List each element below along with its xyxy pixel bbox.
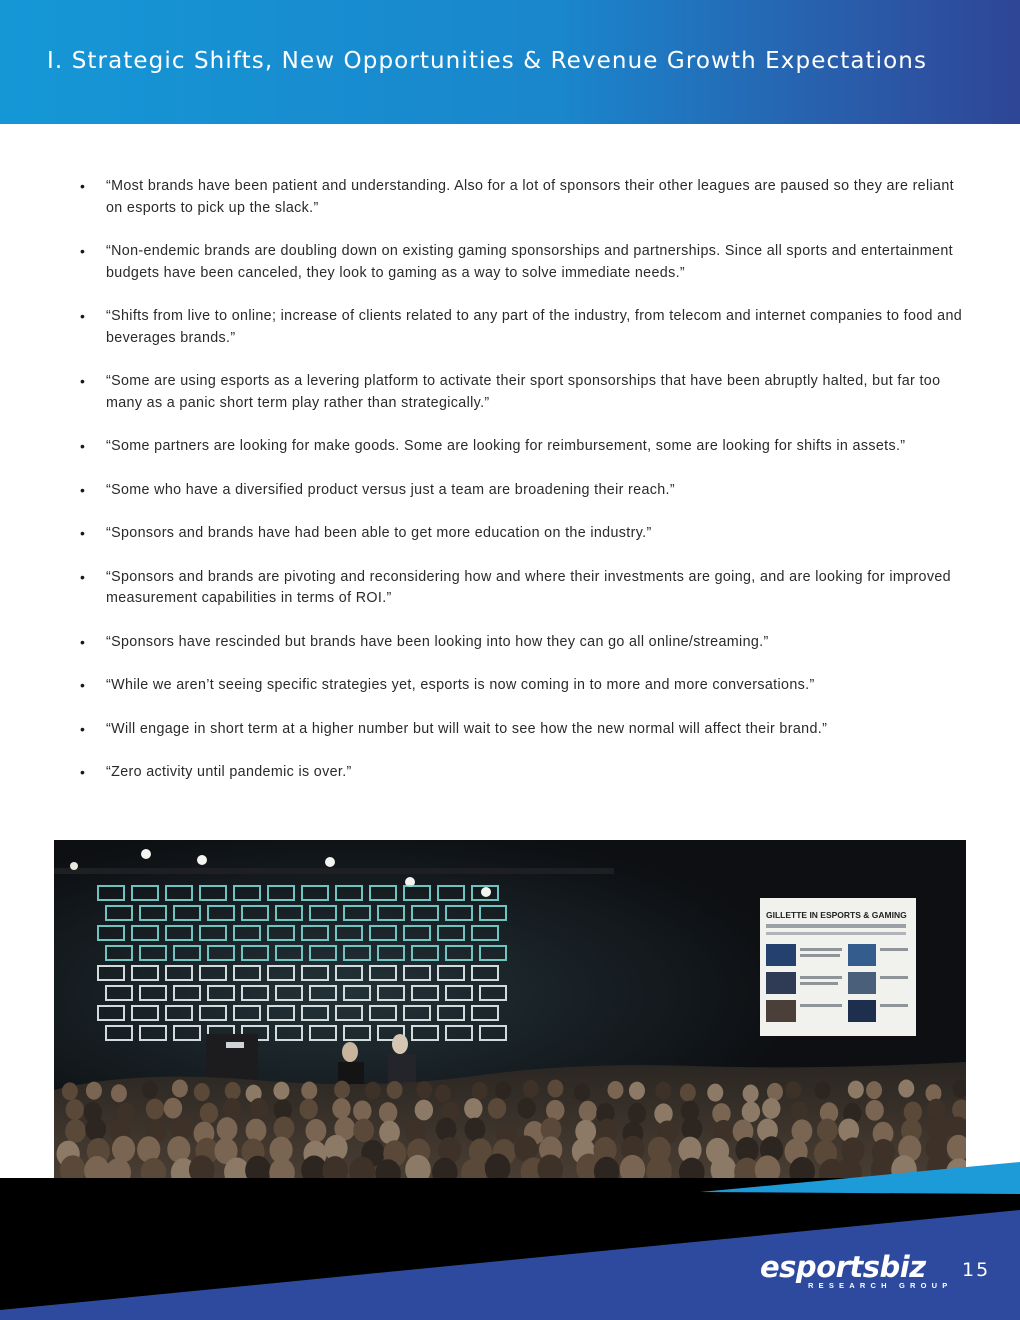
- footer-graphic: [0, 1158, 1020, 1320]
- quote-text: “Non-endemic brands are doubling down on existing gaming sponsorships and partnerships. Since all sports and entertainment budgets have been canceled, they look to gaming as a way to solve immediate needs.”: [106, 243, 953, 281]
- bullet-icon: •: [80, 481, 86, 498]
- page-number: 15: [962, 1259, 991, 1281]
- quote-text: “While we aren’t seeing specific strategies yet, esports is now coming in to more and more conversations.”: [106, 677, 815, 693]
- quote-item: [78, 480, 972, 502]
- logo-subtext: RESEARCH GROUP: [808, 1281, 953, 1290]
- bullet-icon: •: [80, 633, 86, 650]
- bullet-icon: •: [80, 720, 86, 737]
- quote-text: “Sponsors and brands have had been able to get more education on the industry.”: [106, 525, 652, 541]
- esportsbiz-logo: [760, 1252, 952, 1290]
- quote-item: [78, 436, 972, 458]
- quote-item: [78, 675, 972, 697]
- bullet-icon: •: [80, 764, 86, 780]
- conference-photo: [54, 840, 966, 1180]
- quote-text: “Will engage in short term at a higher number but will wait to see how the new normal will affect their brand.”: [106, 720, 828, 737]
- quote-item: [78, 241, 972, 284]
- quote-text: “Some who have a diversified product versus just a team are broadening their reach.”: [106, 481, 675, 498]
- bullet-icon: •: [80, 308, 86, 324]
- quote-text: “Shifts from live to online; increase of clients related to any part of the industry, from telecom and internet companies to food and beverages brands.”: [106, 308, 963, 346]
- logo-wordmark: esportsbiz: [760, 1250, 926, 1284]
- quote-text: “Most brands have been patient and understanding. Also for a lot of sponsors their other leagues are paused so they are reliant on esports to pick up the slack.”: [106, 178, 954, 216]
- quote-item: [78, 306, 972, 349]
- quote-text: “Sponsors and brands are pivoting and reconsidering how and where their investments are going, and are looking for improved measurement capabilities in terms of ROI.”: [106, 568, 951, 606]
- quote-item: [78, 762, 972, 784]
- bullet-icon: •: [80, 525, 86, 541]
- quote-text: “Some partners are looking for make goods. Some are looking for reimbursement, some are looking for shifts in assets.”: [106, 438, 906, 454]
- quote-item: [78, 567, 972, 610]
- bullet-icon: •: [80, 243, 86, 259]
- section-title: I. Strategic Shifts, New Opportunities & Revenue Growth Expectations: [47, 48, 928, 74]
- quote-item: [78, 523, 972, 545]
- quote-item: [78, 719, 972, 741]
- bullet-icon: •: [80, 568, 86, 585]
- bullet-icon: •: [80, 677, 86, 693]
- quote-text: “Zero activity until pandemic is over.”: [106, 764, 352, 780]
- quote-item: [78, 632, 972, 654]
- quote-item: [78, 176, 972, 219]
- screen-title: GILLETTE IN ESPORTS & GAMING: [766, 910, 907, 920]
- page-header: [0, 0, 1020, 124]
- quote-text: “Sponsors have rescinded but brands have been looking into how they can go all online/streaming.”: [106, 633, 769, 650]
- quote-list: [78, 176, 972, 806]
- bullet-icon: •: [80, 373, 86, 389]
- quote-text: “Some are using esports as a levering platform to activate their sport sponsorships that have been abruptly halted, but far too many as a panic short term play rather than strategically.”: [106, 373, 941, 411]
- bullet-icon: •: [80, 178, 86, 194]
- bullet-icon: •: [80, 438, 86, 454]
- quote-item: [78, 371, 972, 414]
- presentation-screen: [760, 898, 916, 1036]
